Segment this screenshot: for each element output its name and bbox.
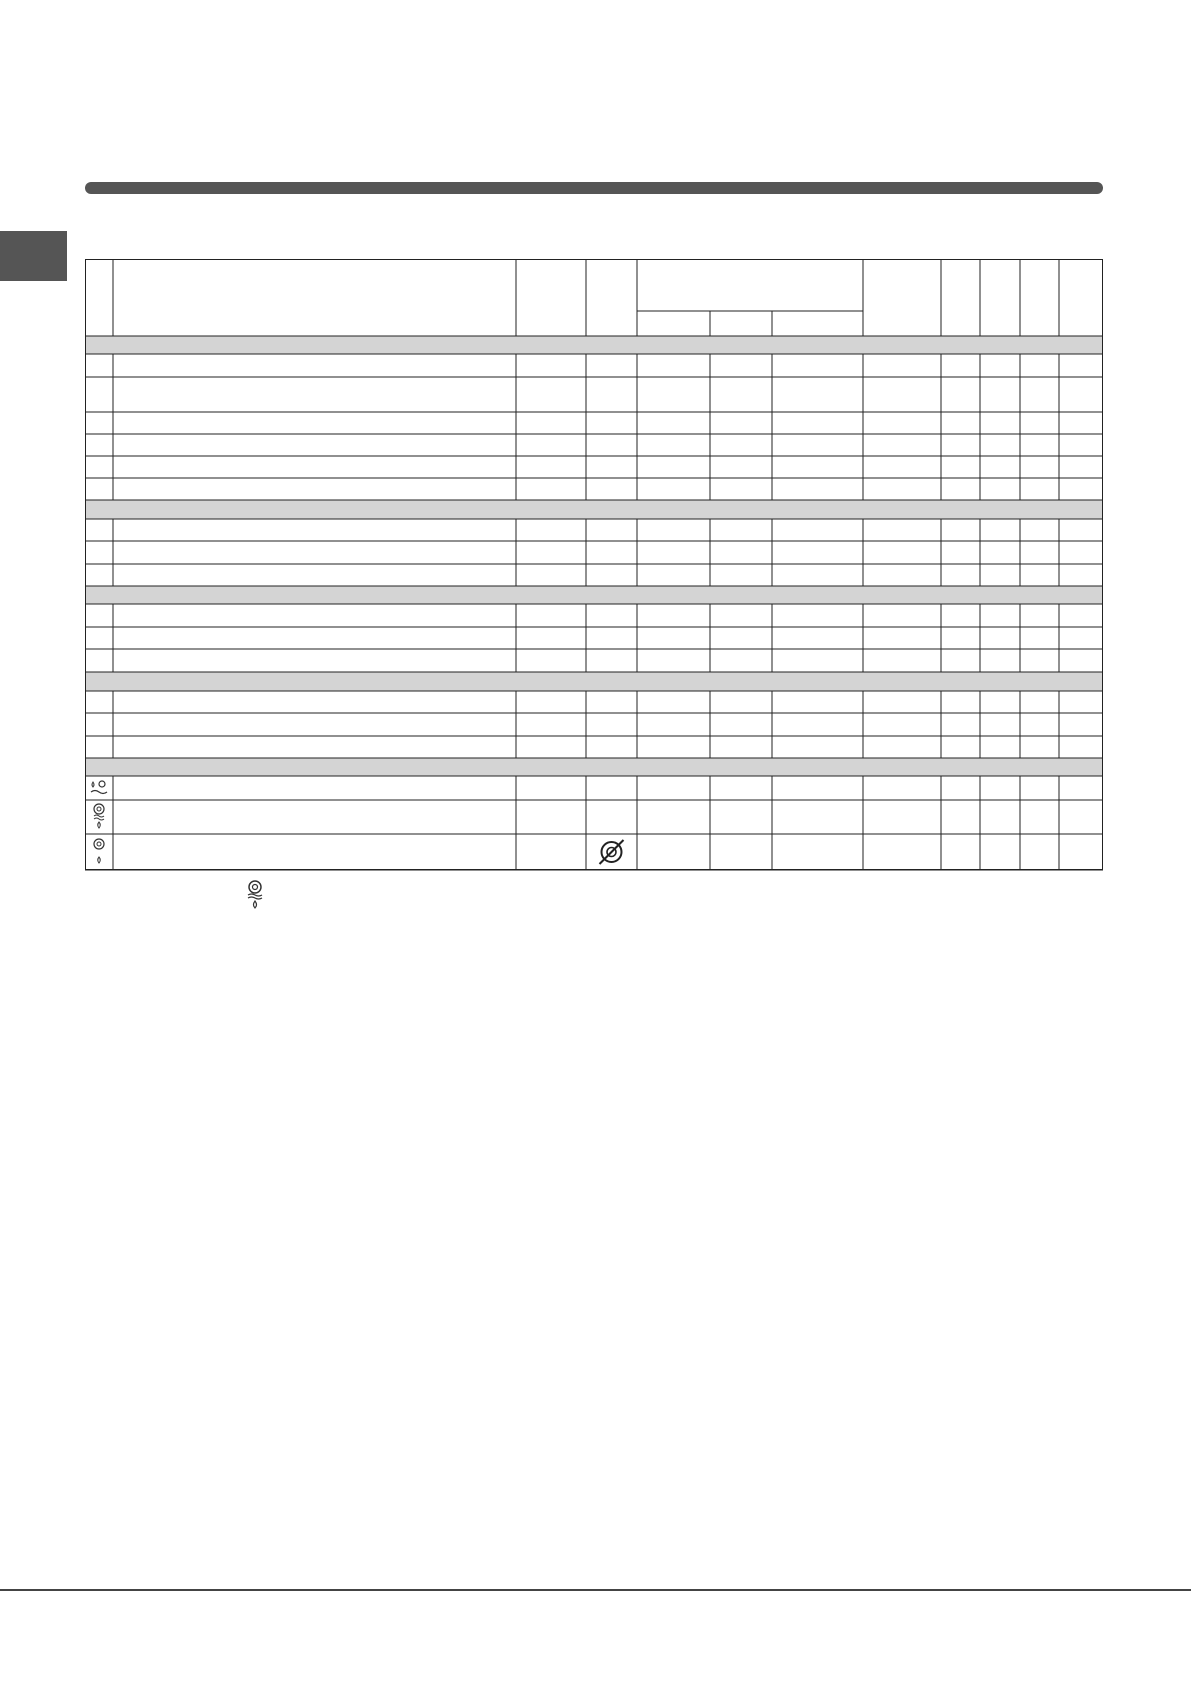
rinse-icon bbox=[91, 781, 107, 794]
rinse-icon-drum bbox=[99, 781, 105, 787]
rinse-icon-wave bbox=[91, 791, 107, 794]
section-band-4 bbox=[85, 672, 1103, 691]
side-tab bbox=[0, 231, 67, 281]
spin-drain-icon-drum bbox=[94, 804, 104, 814]
drain-icon-drum bbox=[94, 839, 104, 849]
section-band-5 bbox=[85, 758, 1103, 776]
programme-table bbox=[85, 259, 1103, 870]
no-spin-icon-slash bbox=[600, 840, 624, 864]
drain-icon-hub bbox=[97, 842, 101, 846]
header-bar bbox=[85, 182, 1103, 194]
spin-drain-icon-wave bbox=[94, 815, 104, 817]
spin-drain-icon-drop bbox=[98, 822, 101, 828]
section-band-2 bbox=[85, 500, 1103, 519]
section-band-3 bbox=[85, 586, 1103, 604]
drain-icon-drop bbox=[98, 857, 101, 863]
rinse-icon-drop bbox=[92, 782, 94, 787]
drain-icon bbox=[94, 839, 104, 863]
bottom-rule bbox=[0, 1589, 1191, 1591]
row-icons bbox=[91, 781, 624, 864]
spin-drain-icon-wave bbox=[94, 818, 104, 820]
spin-drain-icon-hub bbox=[97, 807, 101, 811]
section-band-1 bbox=[85, 336, 1103, 354]
section-bands bbox=[85, 336, 1103, 776]
spin-drain-icon bbox=[244, 880, 266, 910]
no-spin-icon bbox=[600, 840, 624, 864]
spin-drain-icon bbox=[94, 804, 104, 828]
